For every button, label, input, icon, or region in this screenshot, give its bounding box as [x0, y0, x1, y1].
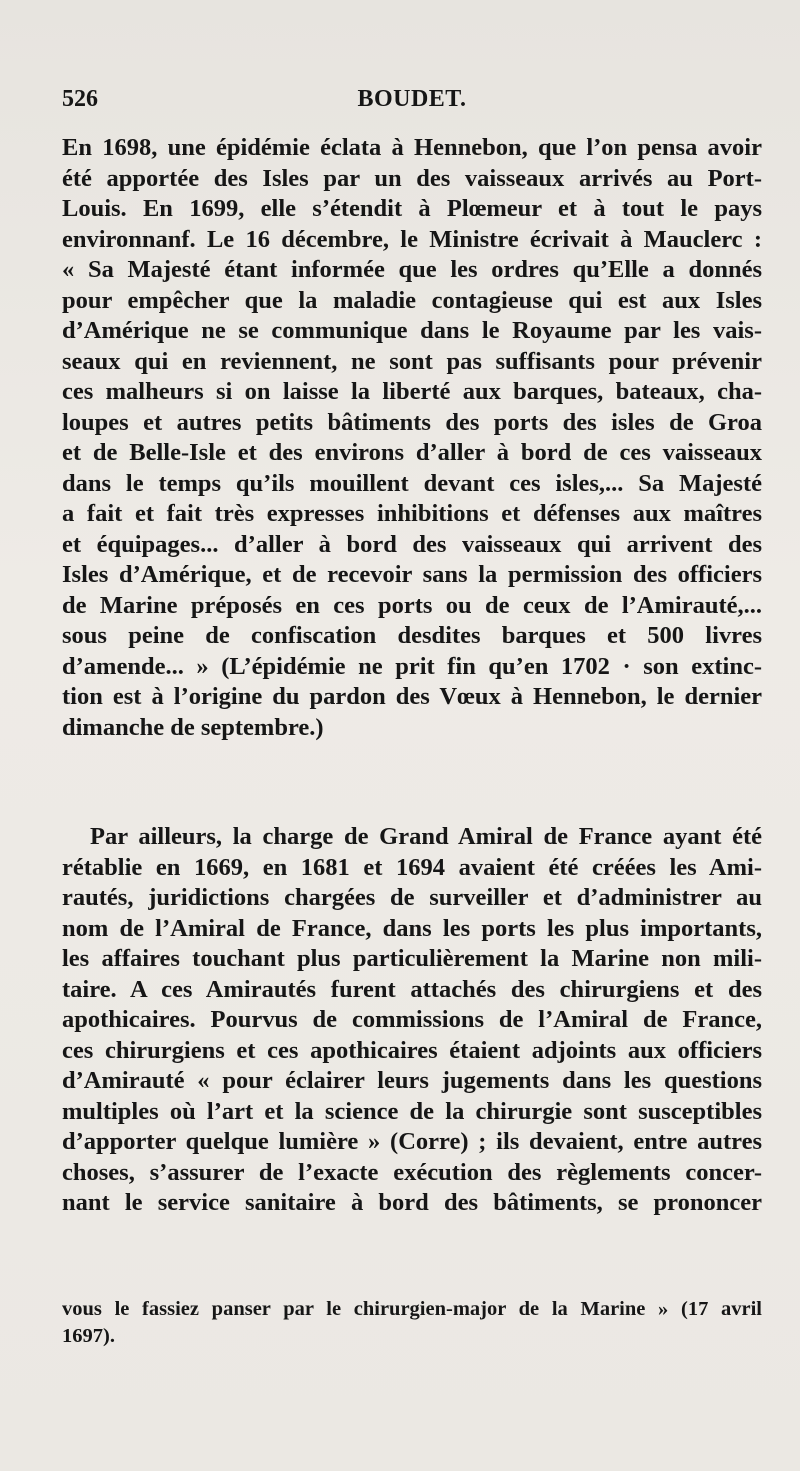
text-line: Par ailleurs, la charge de Grand Amiral de France ayant été — [90, 823, 762, 850]
running-head: BOUDET. — [357, 86, 467, 112]
text-line: apothicaires. Pourvus de commissions de l’Amiral de France, — [62, 1006, 762, 1033]
text-line: d’apporter quelque lumière » (Corre) ; ils devaient, entre autres — [62, 1128, 762, 1155]
text-line: rautés, juridictions chargées de surveiller et d’administrer au — [62, 884, 762, 911]
text-line: ces chirurgiens et ces apothicaires étaient adjoints aux officiers — [62, 1036, 762, 1064]
text-line: d’Amirauté « pour éclairer leurs jugements dans les questions — [62, 1067, 762, 1094]
text-line: nom de l’Amiral de France, dans les ports les plus importants, — [62, 914, 762, 942]
footnote-line: vous le fassiez panser par le chirurgien-major de la Marine » (17 avril — [62, 1298, 762, 1320]
text-line: pour empêcher que la maladie contagieuse qui est aux Isles — [62, 286, 762, 314]
text-line: les affaires touchant plus particulièrement la Marine non mili- — [62, 945, 762, 972]
text-line: dans le temps qu’ils mouillent devant ces isles,... Sa Majesté — [62, 469, 762, 497]
text-line: de Marine préposés en ces ports ou de ceux de l’Amirauté,... — [62, 591, 762, 619]
paragraph-1 — [62, 133, 762, 743]
text-line: choses, s’assurer de l’exacte exécution des règlements concer- — [62, 1158, 762, 1186]
text-line: et de Belle-Isle et des environs d’aller à bord de ces vaisseaux — [62, 439, 762, 466]
text-line: a fait et fait très expresses inhibitions et défenses aux maîtres — [62, 500, 762, 527]
text-line: été apportée des Isles par un des vaisseaux arrivés au Port- — [62, 164, 762, 192]
text-line: ces malheurs si on laisse la liberté aux barques, bateaux, cha- — [62, 378, 762, 405]
page-header — [62, 86, 762, 120]
text-line: d’Amérique ne se communique dans le Royaume par les vais- — [62, 317, 762, 344]
text-line: « Sa Majesté étant informée que les ordres qu’Elle a donnés — [62, 256, 762, 283]
text-line: dimanche de septembre.) — [62, 713, 324, 741]
text-line: taire. A ces Amirautés furent attachés des chirurgiens et des — [62, 975, 762, 1003]
text-line: loupes et autres petits bâtiments des ports des isles de Groa — [62, 408, 762, 436]
text-line: et équipages... d’aller à bord des vaisseaux qui arrivent des — [62, 530, 762, 558]
text-line: multiples où l’art et la science de la chirurgie sont susceptibles — [62, 1097, 762, 1125]
page-number: 526 — [62, 86, 98, 112]
footnote-line: 1697). — [62, 1325, 115, 1347]
text-line: environnanf. Le 16 décembre, le Ministre écrivait à Mauclerc : — [62, 225, 762, 253]
text-line: nant le service sanitaire à bord des bâtiments, se prononcer — [62, 1189, 762, 1216]
text-line: rétablie en 1669, en 1681 et 1694 avaient été créées les Ami- — [62, 853, 762, 881]
footnote — [62, 1296, 762, 1350]
text-line: seaux qui en reviennent, ne sont pas suffisants pour prévenir — [62, 347, 762, 375]
text-line: Louis. En 1699, elle s’étendit à Plœmeur et à tout le pays — [62, 195, 762, 222]
paragraph-2 — [62, 822, 762, 1219]
text-line: sous peine de confiscation desdites barques et 500 livres — [62, 622, 762, 649]
text-line: d’amende... » (L’épidémie ne prit fin qu’en 1702 · son extinc- — [62, 652, 762, 680]
text-line: tion est à l’origine du pardon des Vœux à Hennebon, le dernier — [62, 683, 762, 710]
text-line: Isles d’Amérique, et de recevoir sans la permission des officiers — [62, 561, 762, 588]
text-line: En 1698, une épidémie éclata à Hennebon, que l’on pensa avoir — [62, 134, 762, 161]
